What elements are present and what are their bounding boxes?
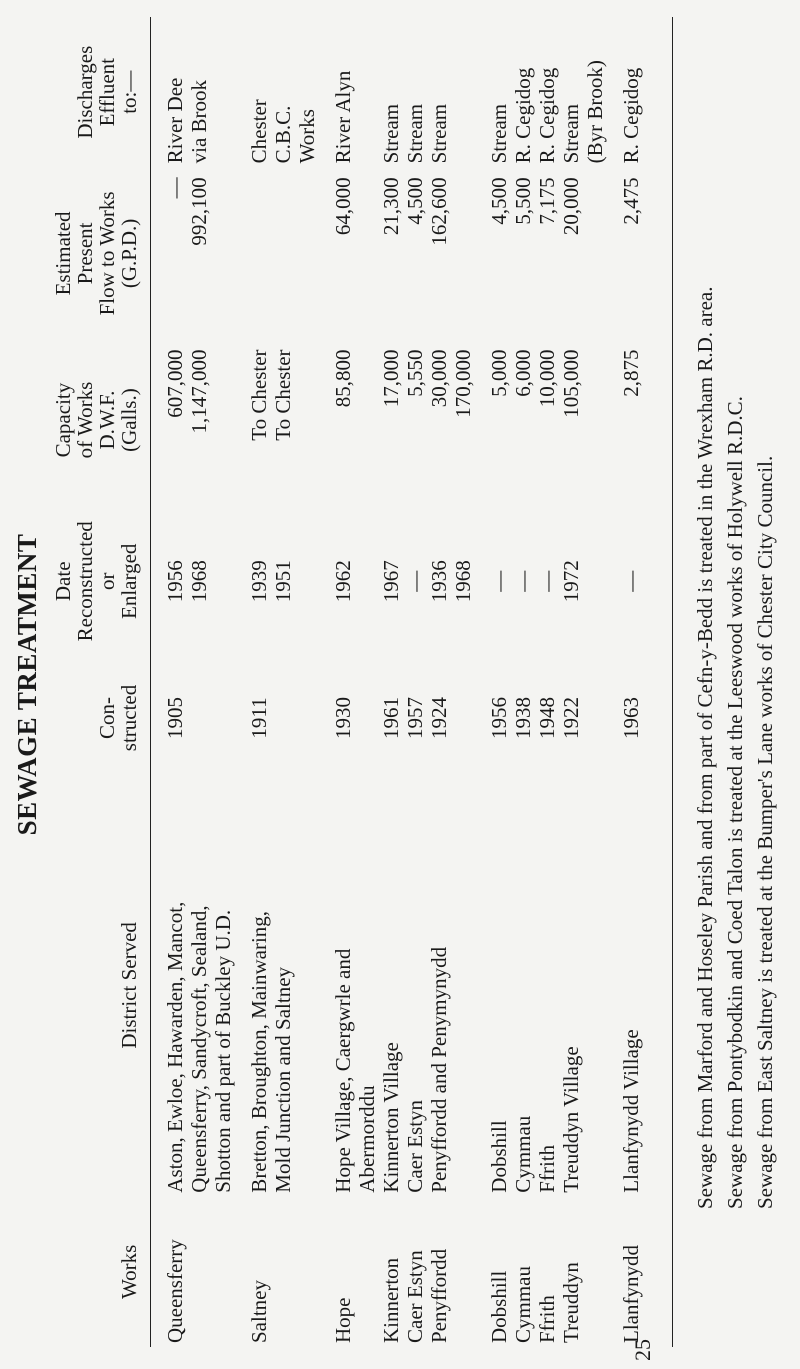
capacity-value: 6,000 (511, 349, 535, 397)
header-district-served: District Served (52, 774, 151, 1197)
constructed-value: 1961 (379, 696, 403, 739)
capacity-cell (151, 339, 236, 500)
discharges-value: Stream (403, 103, 427, 164)
header-flow-line: Flow to Works (95, 191, 119, 316)
table-row (511, 17, 535, 1347)
constructed-value: 1924 (427, 696, 451, 739)
capacity-value: 10,000 (535, 349, 559, 408)
flow-cell (319, 167, 379, 339)
flow-cell (511, 167, 535, 339)
sewage-treatment-table (52, 17, 643, 1347)
works-cell: Dobshill (487, 1270, 511, 1343)
constructed-value: 1922 (559, 696, 583, 739)
header-capacity-line: D.W.F. (95, 390, 119, 450)
header-discharges-line: to:— (117, 70, 141, 114)
header-works: Works (52, 1197, 151, 1347)
capacity-cell (235, 339, 319, 500)
flow-value: 5,500 (511, 177, 535, 225)
constructed-value: 1957 (403, 696, 427, 739)
table-row (403, 17, 427, 1347)
discharges-value: R. Cegidog (619, 67, 643, 164)
flow-value: 21,300 (379, 177, 403, 236)
discharges-value: Stream (487, 103, 511, 164)
constructed-value: 1948 (535, 696, 559, 739)
capacity-value: 5,000 (487, 349, 511, 397)
table-row (535, 17, 559, 1347)
capacity-value: 1,147,000 (187, 349, 211, 434)
district-line: Queensferry, Sandycroft, Sealand, (187, 905, 211, 1193)
discharges-cell (559, 17, 607, 167)
capacity-value: 85,800 (331, 349, 355, 408)
district-cell (427, 774, 475, 1197)
header-flow-line: Present (73, 222, 97, 285)
footnote: Sewage from Pontybodkin and Coed Talon is treated at the Leeswood works of Holywell R.D.C. (723, 396, 747, 1209)
discharges-value: Stream (559, 103, 583, 164)
capacity-cell (379, 339, 403, 500)
flow-value: 7,175 (535, 177, 559, 225)
discharges-cell (607, 17, 643, 167)
constructed-cell (151, 662, 236, 774)
works-cell: Ffrith (535, 1295, 559, 1343)
page-number: 25 (630, 1339, 655, 1361)
district-line: Abermorddu (355, 1085, 379, 1193)
header-discharges-line: Effluent (95, 57, 119, 127)
flow-cell (475, 167, 511, 339)
reconstructed-cell (151, 501, 236, 662)
discharges-cell (319, 17, 379, 167)
works-cell: Saltney (247, 1280, 271, 1343)
reconstructed-value: 1956 (163, 560, 187, 603)
works-cell: Caer Estyn (403, 1250, 427, 1343)
district-line: Llanfynydd Village (619, 1029, 643, 1193)
district-line: Bretton, Broughton, Mainwaring, (247, 910, 271, 1193)
district-cell (607, 774, 643, 1197)
header-date-reconstructed (52, 501, 151, 662)
discharges-cell (427, 17, 475, 167)
district-line: Shotton and part of Buckley U.D. (211, 909, 235, 1193)
flow-cell (607, 167, 643, 339)
table-row (379, 17, 403, 1347)
header-date-line: Enlarged (117, 543, 141, 619)
constructed-cell (235, 662, 319, 774)
header-flow-line: Estimated (51, 211, 75, 296)
constructed-cell (475, 662, 511, 774)
constructed-value: 1911 (247, 697, 271, 739)
reconstructed-cell (475, 501, 511, 662)
flow-cell (151, 167, 236, 339)
discharges-value: River Dee (163, 77, 187, 164)
discharges-cell (403, 17, 427, 167)
page-title: SEWAGE TREATMENT (12, 533, 42, 836)
flow-value: 4,500 (403, 177, 427, 225)
capacity-cell (607, 339, 643, 500)
district-cell (151, 774, 236, 1197)
header-capacity (52, 339, 151, 500)
reconstructed-value: — (535, 570, 559, 592)
works-cell: Queensferry (163, 1239, 187, 1343)
constructed-cell (535, 662, 559, 774)
header-constructed-line: Con- (95, 696, 119, 739)
header-date-line: Date (51, 561, 75, 602)
table-row (151, 17, 236, 1347)
header-capacity-line: (Galls.) (117, 388, 141, 452)
district-cell (511, 774, 535, 1197)
capacity-cell (403, 339, 427, 500)
capacity-value: 30,000 (427, 349, 451, 408)
constructed-value: 1956 (487, 696, 511, 739)
district-cell (403, 774, 427, 1197)
constructed-cell (607, 662, 643, 774)
table-header-row (52, 17, 151, 1347)
header-estimated-flow (52, 167, 151, 339)
flow-value: 20,000 (559, 177, 583, 236)
reconstructed-cell (427, 501, 475, 662)
capacity-value: 170,000 (451, 349, 475, 418)
works-cell: Llanfynydd (619, 1245, 643, 1343)
works-cell: Treuddyn (559, 1262, 583, 1343)
table-row (607, 17, 643, 1347)
works-cell: Hope (331, 1297, 355, 1343)
district-line: Dobshill (487, 1120, 511, 1193)
capacity-value: 5,550 (403, 349, 427, 397)
table-row (319, 17, 379, 1347)
table-row (475, 17, 511, 1347)
discharges-value: (Byr Brook) (583, 60, 607, 164)
flow-cell (379, 167, 403, 339)
reconstructed-value: — (619, 570, 643, 592)
discharges-value: Works (295, 109, 319, 164)
district-line: Mold Junction and Saltney (271, 966, 295, 1193)
capacity-value: To Chester (247, 349, 271, 441)
flow-cell (427, 167, 475, 339)
works-cell: Kinnerton (379, 1257, 403, 1343)
reconstructed-value: 1936 (427, 560, 451, 603)
reconstructed-value: 1939 (247, 560, 271, 603)
capacity-cell (559, 339, 607, 500)
reconstructed-value: 1967 (379, 560, 403, 603)
district-cell (559, 774, 607, 1197)
capacity-cell (319, 339, 379, 500)
reconstructed-cell (511, 501, 535, 662)
district-line: Penyffordd and Penymynydd (427, 946, 451, 1193)
district-line: Cymmau (511, 1115, 535, 1193)
reconstructed-value: — (511, 570, 535, 592)
table-bottom-rule (672, 17, 673, 1347)
flow-cell (403, 167, 427, 339)
reconstructed-value: — (403, 570, 427, 592)
reconstructed-value: 1968 (451, 560, 475, 603)
constructed-value: 1905 (163, 696, 187, 739)
discharges-value: C.B.C. (271, 105, 295, 164)
discharges-value: R. Cegidog (535, 67, 559, 164)
footnote: Sewage from Marford and Hoseley Parish and from part of Cefn-y-Bedd is treated in the Wrexham R.D. area. (693, 286, 717, 1209)
constructed-cell (559, 662, 607, 774)
flow-value: 2,475 (619, 177, 643, 225)
district-line: Treuddyn Village (559, 1046, 583, 1193)
flow-value: 4,500 (487, 177, 511, 225)
reconstructed-cell (403, 501, 427, 662)
capacity-value: To Chester (271, 349, 295, 441)
capacity-cell (511, 339, 535, 500)
discharges-cell (379, 17, 403, 167)
capacity-value: 17,000 (379, 349, 403, 408)
district-cell (235, 774, 319, 1197)
header-date-line: Reconstructed (73, 521, 97, 642)
constructed-cell (403, 662, 427, 774)
header-flow-line: (G.P.D.) (117, 218, 141, 289)
reconstructed-value: 1951 (271, 560, 295, 603)
discharges-value: River Alyn (331, 70, 355, 164)
reconstructed-value: 1962 (331, 560, 355, 603)
discharges-cell (151, 17, 236, 167)
header-constructed-line: structed (117, 684, 141, 752)
header-capacity-line: of Works (73, 381, 97, 459)
district-cell (379, 774, 403, 1197)
header-constructed (52, 662, 151, 774)
reconstructed-cell (235, 501, 319, 662)
discharges-cell (535, 17, 559, 167)
table-row (427, 17, 475, 1347)
district-line: Hope Village, Caergwrle and (331, 948, 355, 1193)
constructed-cell (379, 662, 403, 774)
discharges-value: via Brook (187, 79, 211, 164)
header-discharges (52, 17, 151, 167)
constructed-cell (427, 662, 475, 774)
flow-value: — (163, 177, 187, 199)
reconstructed-cell (379, 501, 403, 662)
district-cell (319, 774, 379, 1197)
header-capacity-line: Capacity (51, 382, 75, 458)
discharges-value: Chester (247, 99, 271, 164)
reconstructed-value: — (487, 570, 511, 592)
district-line: Caer Estyn (403, 1099, 427, 1193)
discharges-value: R. Cegidog (511, 67, 535, 164)
capacity-value: 2,875 (619, 349, 643, 397)
works-cell: Penyffordd (427, 1248, 451, 1343)
flow-cell (535, 167, 559, 339)
works-cell: Cymmau (511, 1266, 535, 1343)
constructed-cell (319, 662, 379, 774)
discharges-cell (235, 17, 319, 167)
footnote: Sewage from East Saltney is treated at the Bumper's Lane works of Chester City Council. (753, 455, 777, 1209)
discharges-cell (475, 17, 511, 167)
district-line: Ffrith (535, 1144, 559, 1193)
flow-value: 64,000 (331, 177, 355, 236)
constructed-value: 1963 (619, 696, 643, 739)
capacity-cell (535, 339, 559, 500)
district-cell (535, 774, 559, 1197)
discharges-value: Stream (379, 103, 403, 164)
district-line: Aston, Ewloe, Hawarden, Mancot, (163, 901, 187, 1193)
flow-cell (559, 167, 607, 339)
table-row (235, 17, 319, 1347)
discharges-value: Stream (427, 103, 451, 164)
reconstructed-cell (319, 501, 379, 662)
reconstructed-cell (559, 501, 607, 662)
header-date-line: or (95, 572, 119, 591)
constructed-value: 1938 (511, 696, 535, 739)
footnotes (690, 29, 780, 1209)
constructed-cell (511, 662, 535, 774)
capacity-cell (475, 339, 511, 500)
reconstructed-cell (607, 501, 643, 662)
header-discharges-line: Discharges (73, 45, 97, 139)
capacity-value: 607,000 (163, 349, 187, 418)
flow-value: 162,600 (427, 177, 451, 246)
reconstructed-value: 1972 (559, 560, 583, 603)
reconstructed-value: 1968 (187, 560, 211, 603)
district-line: Kinnerton Village (379, 1042, 403, 1193)
capacity-value: 105,000 (559, 349, 583, 418)
flow-cell (235, 167, 319, 339)
district-cell (475, 774, 511, 1197)
reconstructed-cell (535, 501, 559, 662)
table-row (559, 17, 607, 1347)
discharges-cell (511, 17, 535, 167)
flow-value: 992,100 (187, 177, 211, 246)
capacity-cell (427, 339, 475, 500)
constructed-value: 1930 (331, 696, 355, 739)
